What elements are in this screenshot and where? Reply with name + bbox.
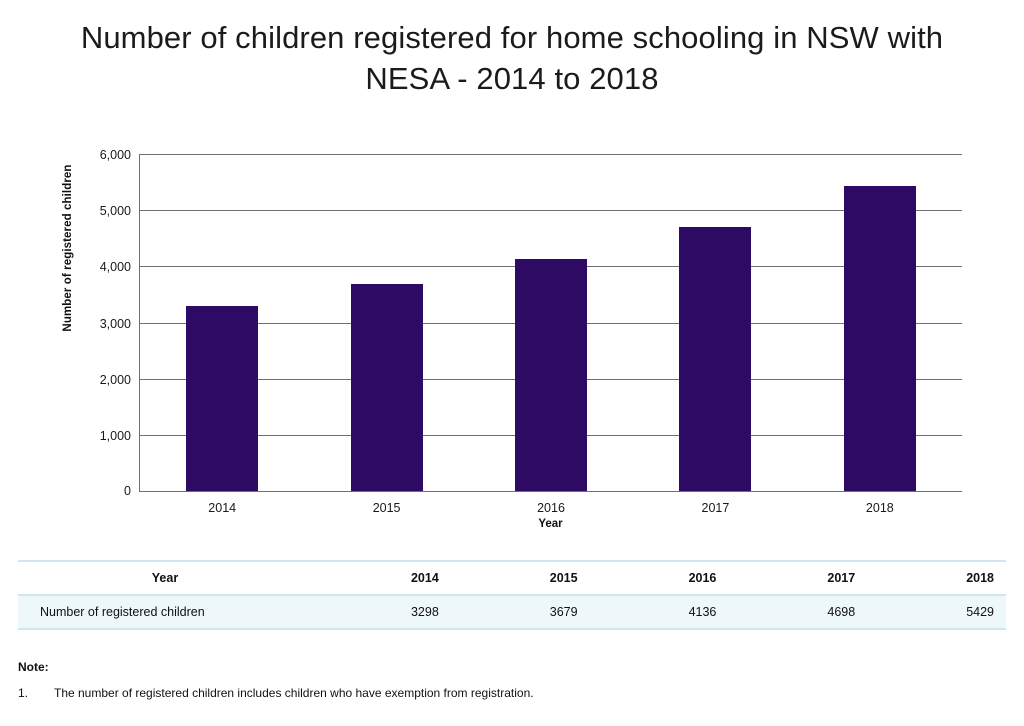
x-tick-label: 2016 bbox=[537, 501, 565, 515]
y-axis-title: Number of registered children bbox=[62, 164, 74, 332]
table-row bbox=[18, 595, 1006, 629]
y-tick-label: 3,000 bbox=[99, 316, 131, 331]
table-cell: 3298 bbox=[312, 595, 451, 629]
note-item bbox=[18, 686, 1006, 700]
x-tick-label: 2018 bbox=[865, 501, 894, 515]
table-cell: 3679 bbox=[451, 595, 590, 629]
bar-2018[interactable] bbox=[844, 186, 916, 491]
y-tick-label: 0 bbox=[124, 484, 131, 498]
y-tick-label: 4,000 bbox=[99, 260, 131, 275]
bar-chart bbox=[0, 140, 1024, 540]
note-number: 1. bbox=[18, 686, 29, 700]
table-header-row bbox=[18, 561, 1006, 595]
table-header-cell: Year bbox=[18, 561, 312, 595]
bar-2014[interactable] bbox=[186, 306, 258, 491]
bar-2017[interactable] bbox=[679, 227, 751, 491]
table-header-cell: 2017 bbox=[728, 561, 867, 595]
notes-section bbox=[18, 660, 1006, 700]
bar-slot bbox=[798, 154, 962, 515]
bar-slot bbox=[469, 154, 633, 515]
table-cell: 4136 bbox=[590, 595, 729, 629]
table-header-cell: 2016 bbox=[590, 561, 729, 595]
y-tick-label: 6,000 bbox=[99, 148, 131, 162]
table-row-label: Number of registered children bbox=[18, 595, 312, 629]
plot-area bbox=[99, 148, 962, 515]
bar-slot bbox=[633, 154, 797, 515]
table-cell: 4698 bbox=[728, 595, 867, 629]
bar-slot bbox=[140, 154, 304, 515]
bar-slot bbox=[304, 154, 468, 515]
y-tick-label: 2,000 bbox=[99, 372, 131, 387]
table-cell: 5429 bbox=[867, 595, 1006, 629]
table-header-cell: 2014 bbox=[312, 561, 451, 595]
bar-2016[interactable] bbox=[515, 259, 587, 491]
table-header-cell: 2018 bbox=[867, 561, 1006, 595]
x-tick-label: 2017 bbox=[701, 501, 730, 515]
y-tick-label: 1,000 bbox=[99, 428, 131, 443]
x-tick-label: 2015 bbox=[372, 501, 401, 515]
notes-heading: Note: bbox=[18, 660, 49, 674]
x-axis-title: Year bbox=[538, 518, 563, 530]
x-tick-label: 2014 bbox=[208, 501, 237, 515]
data-table bbox=[18, 560, 1006, 630]
note-text: The number of registered children includes children who have exemption from registration. bbox=[54, 686, 534, 700]
page-title: Number of children registered for home schooling in NSW with NESA - 2014 to 2018 bbox=[80, 20, 944, 96]
bar-2015[interactable] bbox=[351, 284, 423, 491]
bars-group bbox=[140, 154, 962, 515]
table-header-cell: 2015 bbox=[451, 561, 590, 595]
y-tick-label: 5,000 bbox=[99, 204, 131, 219]
